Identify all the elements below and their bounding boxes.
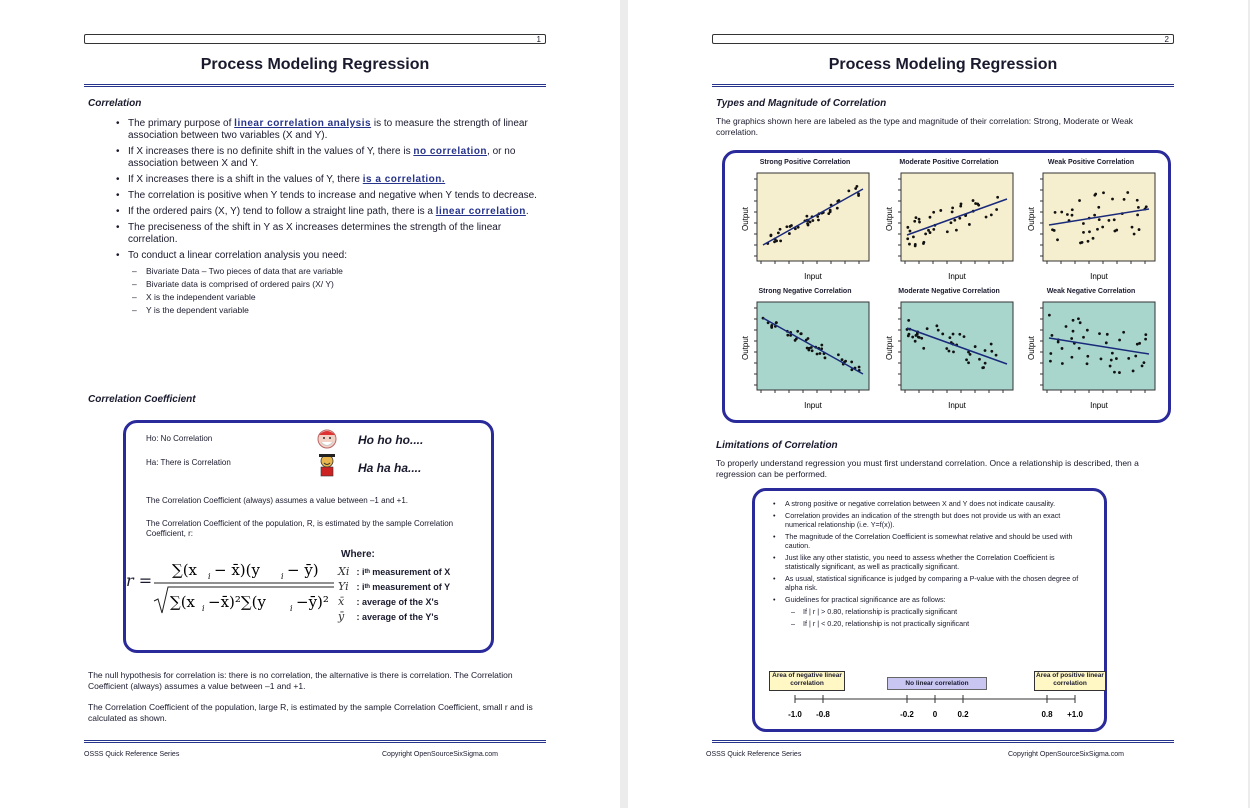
data-point	[958, 333, 961, 336]
data-point	[984, 362, 987, 365]
svg-text:i: i	[290, 604, 293, 613]
data-point	[1102, 191, 1105, 194]
footer-right: Copyright OpenSourceSixSigma.com	[382, 751, 498, 758]
data-point	[1097, 206, 1100, 209]
data-point	[1131, 226, 1134, 229]
data-point	[907, 319, 910, 322]
data-point	[1049, 360, 1052, 363]
section-heading-correlation: Correlation	[88, 98, 142, 109]
data-point	[1143, 361, 1146, 364]
ho-speech: Ho ho ho....	[358, 433, 424, 447]
data-point	[937, 329, 940, 332]
data-point	[1096, 228, 1099, 231]
limitation-item: • The magnitude of the Correlation Coefficient is somewhat relative and should be used with caution.	[773, 532, 1073, 550]
data-point	[1078, 199, 1081, 202]
data-point	[913, 220, 916, 223]
definition-row: Xi : iᵗʰ measurement of X	[338, 565, 451, 578]
data-point	[805, 215, 808, 218]
data-point	[990, 213, 993, 216]
data-point	[779, 228, 782, 231]
data-point	[1093, 214, 1096, 217]
x-axis-label: Input	[948, 401, 966, 410]
data-point	[817, 219, 820, 222]
section-heading-limitations: Limitations of Correlation	[716, 440, 838, 451]
data-point	[990, 343, 993, 346]
data-point	[965, 358, 968, 361]
page-1	[0, 0, 620, 808]
data-point	[907, 334, 910, 337]
data-point	[1118, 371, 1121, 374]
data-point	[777, 232, 780, 235]
data-point	[917, 336, 920, 339]
guideline-item: – If | r | > 0.80, relationship is practically significant	[791, 607, 958, 616]
data-point	[810, 346, 813, 349]
data-point	[1086, 362, 1089, 365]
scale-tick-label: 0.2	[957, 710, 969, 719]
data-point	[1110, 359, 1113, 362]
y-axis-label: Output	[741, 335, 750, 361]
data-point	[948, 350, 951, 353]
limitation-item: • Guidelines for practical significance are as follows:	[773, 595, 946, 604]
data-point	[1126, 191, 1129, 194]
footer-rule	[84, 740, 546, 743]
data-point	[922, 242, 925, 245]
negative-area-label: Area of negative linear correlation	[769, 671, 845, 691]
data-point	[820, 344, 823, 347]
sub-bullet-item: – Bivariate data is comprised of ordered pairs (X/ Y)	[128, 278, 544, 291]
data-point	[836, 207, 839, 210]
page-number: 2	[712, 34, 1174, 44]
data-point	[1115, 229, 1118, 232]
data-point	[1141, 365, 1144, 368]
formula-r: r =	[126, 571, 153, 590]
svg-text:− ȳ): − ȳ)	[287, 561, 319, 579]
data-point	[1098, 332, 1101, 335]
scale-tick-label: +1.0	[1067, 710, 1083, 719]
data-point	[935, 324, 938, 327]
chart-title: Weak Negative Correlation	[1046, 288, 1136, 295]
data-point	[952, 333, 955, 336]
section-heading-correlation-coefficient: Correlation Coefficient	[88, 394, 196, 405]
data-point	[982, 366, 985, 369]
correlation-formula	[150, 555, 336, 619]
svg-text:i: i	[208, 572, 211, 581]
data-point	[978, 358, 981, 361]
scatter-chart	[739, 298, 875, 416]
data-point	[1056, 238, 1059, 241]
sub-bullet-item: – Y is the dependent variable	[128, 304, 544, 317]
data-point	[770, 234, 773, 237]
data-point	[811, 349, 814, 352]
correlation-charts-box	[722, 150, 1171, 423]
bullet-item: • If X increases there is a shift in the values of Y, there is a correlation.	[88, 174, 544, 186]
data-point	[1079, 321, 1082, 324]
data-point	[1078, 347, 1081, 350]
data-point	[1144, 338, 1147, 341]
data-point	[932, 228, 935, 231]
data-point	[1108, 219, 1111, 222]
keyword: linear correlation	[435, 206, 526, 217]
data-point	[1115, 357, 1118, 360]
data-point	[918, 218, 921, 221]
data-point	[972, 199, 975, 202]
page-2	[628, 0, 1248, 808]
svg-text:i: i	[202, 604, 205, 613]
data-point	[1086, 355, 1089, 358]
data-point	[914, 340, 917, 343]
limitation-item: • Just like any other statistic, you need to assess whether the Correlation Coefficient is statistically significant, as well as practically significant.	[773, 553, 1055, 571]
data-point	[1086, 329, 1089, 332]
footer-right: Copyright OpenSourceSixSigma.com	[1008, 751, 1124, 758]
no-correlation-label: No linear correlation	[887, 677, 987, 690]
svg-text:i: i	[281, 572, 284, 581]
data-point	[1049, 352, 1052, 355]
data-point	[1098, 218, 1101, 221]
data-point	[915, 216, 918, 219]
data-point	[924, 233, 927, 236]
data-point	[1070, 337, 1073, 340]
data-point	[967, 361, 970, 364]
definition-row: Yi : iᵗʰ measurement of Y	[338, 580, 451, 593]
x-axis-label: Input	[1090, 272, 1108, 281]
data-point	[1100, 357, 1103, 360]
data-point	[929, 231, 932, 234]
range-statement: The Correlation Coefficient (always) assumes a value between –1 and +1.	[146, 496, 408, 505]
data-point	[977, 204, 980, 207]
data-point	[909, 230, 912, 233]
data-point	[1118, 339, 1121, 342]
data-point	[841, 358, 844, 361]
data-point	[1082, 231, 1085, 234]
data-point	[858, 366, 861, 369]
null-hypothesis-paragraph: The null hypothesis for correlation is: there is no correlation, the alternative is there is correlation. The Correlation Coefficient (always) assumes a value between –1 and +1.	[88, 670, 513, 691]
data-point	[912, 235, 915, 238]
y-axis-label: Output	[885, 335, 894, 361]
data-point	[1111, 198, 1114, 201]
data-point	[984, 349, 987, 352]
data-point	[955, 229, 958, 232]
data-point	[1123, 198, 1126, 201]
data-point	[1082, 336, 1085, 339]
data-point	[785, 225, 788, 228]
svg-text:∑(x: ∑(x	[172, 561, 198, 579]
data-point	[837, 353, 840, 356]
coefficient-paragraph: The Correlation Coefficient of the population, large R, is estimated by the sample Correlation Coefficient, small r and is calculated as shown.	[88, 702, 533, 723]
data-point	[1113, 371, 1116, 374]
data-point	[1048, 314, 1051, 317]
guideline-item: – If | r | < 0.20, relationship is not practically significant	[791, 619, 970, 628]
x-axis-label: Input	[804, 401, 822, 410]
x-axis-label: Input	[1090, 401, 1108, 410]
data-point	[1144, 333, 1147, 336]
data-point	[920, 337, 923, 340]
correlation-coefficient-box	[123, 420, 494, 653]
data-point	[1111, 352, 1114, 355]
chart-title: Strong Negative Correlation	[758, 288, 852, 295]
data-point	[914, 243, 917, 246]
scatter-chart	[739, 169, 875, 287]
data-point	[1061, 347, 1064, 350]
data-point	[824, 356, 827, 359]
laughing-figure-icon	[315, 453, 339, 479]
bullet-item: • The preciseness of the shift in Y as X increases determines the strength of the linear correlation.	[88, 222, 544, 246]
data-point	[1137, 206, 1140, 209]
chart-title: Strong Positive Correlation	[759, 159, 851, 166]
santa-icon	[313, 427, 341, 451]
data-point	[932, 211, 935, 214]
data-point	[1054, 211, 1057, 214]
scale-tick-label: -1.0	[788, 710, 802, 719]
y-axis-label: Output	[1027, 206, 1036, 232]
data-point	[948, 336, 951, 339]
data-point	[918, 221, 921, 224]
keyword: no correlation	[413, 146, 488, 157]
ha-speech: Ha ha ha....	[358, 461, 422, 475]
alt-hypothesis: Ha: There is Correlation	[146, 458, 231, 467]
data-point	[1122, 331, 1125, 334]
data-point	[1136, 213, 1139, 216]
data-point	[1071, 356, 1074, 359]
data-point	[995, 354, 998, 357]
bullet-item: • To conduct a linear correlation analysis you need: – Bivariate Data – Two pieces of data that are variable – Bivariate data is comprised of ordered pairs (X/ Y) – X is the independent variable – Y is the dependent variable	[88, 250, 544, 317]
data-point	[926, 327, 929, 330]
data-point	[789, 225, 792, 228]
data-point	[952, 350, 955, 353]
data-point	[996, 196, 999, 199]
page-number: 1	[84, 34, 546, 44]
data-point	[990, 350, 993, 353]
footer-left: OSSS Quick Reference Series	[706, 751, 802, 758]
chart-title: Moderate Positive Correlation	[899, 159, 999, 166]
data-point	[906, 226, 909, 229]
data-point	[1113, 218, 1116, 221]
data-point	[906, 237, 909, 240]
data-point	[788, 232, 791, 235]
data-point	[911, 336, 914, 339]
null-hypothesis: Ho: No Correlation	[146, 434, 213, 443]
scatter-chart	[883, 169, 1019, 287]
chart-title: Moderate Negative Correlation	[898, 288, 1000, 295]
data-point	[1132, 370, 1135, 373]
data-point	[969, 353, 972, 356]
x-axis-label: Input	[948, 272, 966, 281]
y-axis-label: Output	[1027, 335, 1036, 361]
data-point	[1138, 228, 1141, 231]
bullet-item: • If the ordered pairs (X, Y) tend to follow a straight line path, there is a linear correlation.	[88, 206, 544, 218]
data-point	[950, 221, 953, 224]
x-axis-label: Input	[804, 272, 822, 281]
data-point	[807, 349, 810, 352]
footer-rule	[712, 740, 1174, 743]
data-point	[953, 219, 956, 222]
data-point	[968, 223, 971, 226]
definition-row: x̄ : average of the X's	[338, 595, 439, 608]
data-point	[1105, 341, 1108, 344]
data-point	[951, 206, 954, 209]
limitations-list	[769, 499, 1089, 631]
estimate-statement: The Correlation Coefficient of the population, R, is estimated by the sample Correlation Coefficient, r:	[146, 519, 454, 538]
correlation-scale	[775, 693, 1095, 727]
data-point	[995, 208, 998, 211]
title-rule	[84, 84, 546, 87]
types-intro: The graphics shown here are labeled as the type and magnitude of their correlation: Strong, Moderate or Weak correlation.	[716, 116, 1134, 137]
data-point	[1082, 222, 1085, 225]
data-point	[1071, 208, 1074, 211]
data-point	[775, 240, 778, 243]
variable-definitions	[338, 565, 450, 625]
data-point	[1065, 325, 1068, 328]
data-point	[946, 230, 949, 233]
data-point	[819, 352, 822, 355]
data-point	[775, 321, 778, 324]
data-point	[1088, 230, 1091, 233]
where-label: Where:	[341, 549, 375, 560]
data-point	[1092, 237, 1095, 240]
data-point	[799, 332, 802, 335]
limitation-item: • A strong positive or negative correlation between X and Y does not indicate causality.	[773, 499, 1056, 508]
data-point	[985, 216, 988, 219]
data-point	[945, 347, 948, 350]
data-point	[939, 209, 942, 212]
data-point	[1051, 228, 1054, 231]
scale-tick-label: -0.2	[900, 710, 914, 719]
limitation-item: • Correlation provides an indication of the strength but does not provide us with an exact numerical relationship (i.e. Y=f(x)).	[773, 511, 1061, 529]
data-point	[1061, 362, 1064, 365]
bullet-item: • The primary purpose of linear correlation analysis is to measure the strength of linear association between two variables (X and Y).	[88, 118, 544, 142]
scale-tick-label: -0.8	[816, 710, 830, 719]
correlation-bullets	[88, 118, 544, 321]
section-heading-types: Types and Magnitude of Correlation	[716, 98, 887, 109]
data-point	[1087, 240, 1090, 243]
scatter-chart	[1025, 169, 1161, 287]
data-point	[951, 210, 954, 213]
bullet-item: • If X increases there is no definite shift in the values of Y, there is no correlation, or no association between X and Y.	[88, 146, 544, 170]
limitation-item: • As usual, statistical significance is judged by comparing a P-value with the chosen degree of alpha risk.	[773, 574, 1079, 592]
page-title: Process Modeling Regression	[828, 56, 1058, 73]
svg-text:−x̄)²∑(y: −x̄)²∑(y	[208, 593, 266, 611]
svg-text:∑(x: ∑(x	[170, 593, 196, 611]
data-point	[1051, 334, 1054, 337]
scatter-chart	[883, 298, 1019, 416]
footer-left: OSSS Quick Reference Series	[84, 751, 180, 758]
limitations-box	[752, 488, 1107, 732]
data-point	[1094, 193, 1097, 196]
page-title: Process Modeling Regression	[200, 56, 430, 73]
data-point	[963, 335, 966, 338]
data-point	[786, 334, 789, 337]
data-point	[850, 361, 853, 364]
data-point	[1077, 317, 1080, 320]
title-rule	[712, 84, 1174, 87]
sub-bullet-item: – X is the independent variable	[128, 291, 544, 304]
y-axis-label: Output	[741, 206, 750, 232]
data-point	[854, 187, 857, 190]
data-point	[816, 353, 819, 356]
keyword: linear correlation analysis	[234, 118, 372, 129]
data-point	[807, 224, 810, 227]
data-point	[1106, 333, 1109, 336]
data-point	[796, 330, 799, 333]
data-point	[1127, 357, 1130, 360]
bullet-item: • The correlation is positive when Y tends to increase and negative when Y tends to decrease.	[88, 190, 544, 202]
y-axis-label: Output	[885, 206, 894, 232]
svg-text:−ȳ)²: −ȳ)²	[296, 593, 329, 611]
data-point	[1072, 330, 1075, 333]
data-point	[847, 190, 850, 193]
scatter-chart	[1025, 298, 1161, 416]
data-point	[1136, 199, 1139, 202]
data-point	[922, 347, 925, 350]
data-point	[1101, 226, 1104, 229]
scale-tick-label: 0.8	[1041, 710, 1053, 719]
data-point	[1071, 214, 1074, 217]
data-point	[1060, 211, 1063, 214]
sub-bullet-item: – Bivariate Data – Two pieces of data that are variable	[128, 265, 544, 278]
data-point	[1081, 241, 1084, 244]
scale-tick-label: 0	[932, 710, 938, 719]
data-point	[1136, 343, 1139, 346]
data-point	[974, 345, 977, 348]
data-point	[1109, 365, 1112, 368]
data-point	[1072, 319, 1075, 322]
data-point	[770, 324, 773, 327]
definition-row: ȳ : average of the Y's	[338, 610, 439, 623]
keyword: is a correlation.	[362, 174, 446, 185]
positive-area-label: Area of positive linear correlation	[1034, 671, 1106, 691]
data-point	[960, 202, 963, 205]
data-point	[908, 243, 911, 246]
data-point	[1133, 233, 1136, 236]
data-point	[958, 217, 961, 220]
data-point	[929, 216, 932, 219]
data-point	[829, 209, 832, 212]
data-point	[779, 239, 782, 242]
data-point	[941, 333, 944, 336]
data-point	[1066, 213, 1069, 216]
data-point	[811, 219, 814, 222]
chart-title: Weak Positive Correlation	[1047, 159, 1135, 166]
svg-text:− x̄)(y: − x̄)(y	[214, 561, 260, 579]
limitations-intro: To properly understand regression you must first understand correlation. Once a relationship is described, then a regression can be performed.	[716, 458, 1139, 479]
data-point	[1134, 355, 1137, 358]
